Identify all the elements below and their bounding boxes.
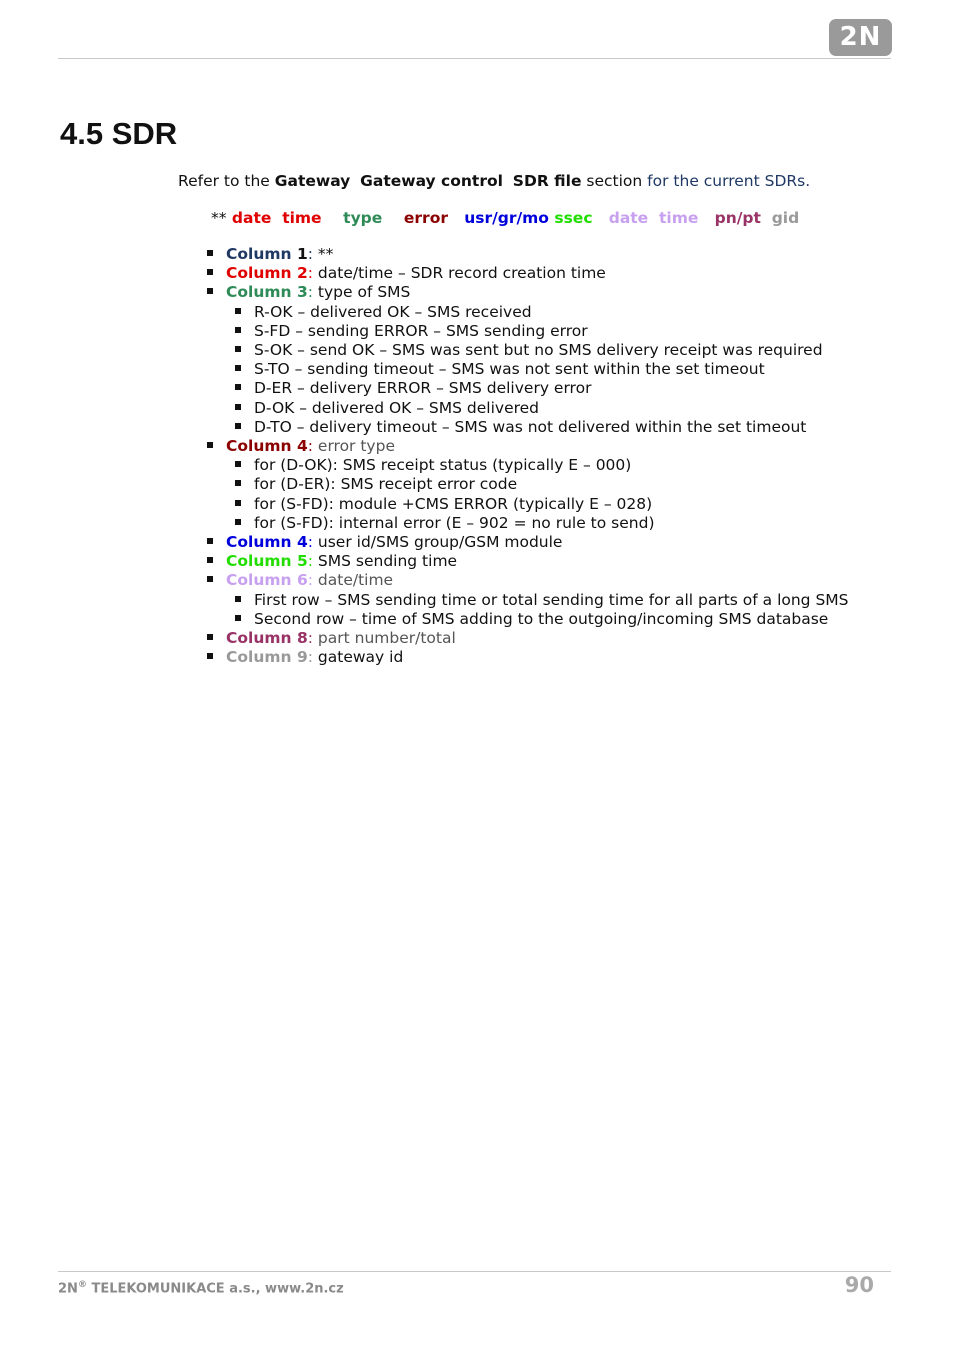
column-description: part number/total: [317, 629, 456, 648]
field-usr-gr-mo: usr/gr/mo: [464, 209, 549, 227]
sub-list-item: D-ER – delivery ERROR – SMS delivery error: [206, 379, 891, 398]
brand-logo: 2N: [829, 19, 892, 56]
column-number: 1: [296, 245, 308, 263]
sub-list-wrapper: [206, 591, 891, 629]
column-description: date/time – SDR record creation time: [317, 264, 606, 283]
sub-list: [206, 303, 891, 437]
footer-company: [58, 1280, 344, 1296]
column-separator: :: [307, 283, 318, 302]
column-description: date/time: [317, 571, 394, 590]
format-stars: **: [211, 209, 227, 227]
column-item: [206, 552, 891, 571]
column-description: type of SMS: [317, 283, 411, 302]
footer-company-prefix: 2N: [58, 1281, 78, 1297]
sub-list-item: for (D-ER): SMS receipt error code: [206, 475, 891, 494]
sub-list-item: for (S-FD): internal error (E – 902 = no rule to send): [206, 514, 891, 533]
column-separator: :: [307, 648, 318, 667]
column-item: [206, 245, 891, 264]
intro-suffix: for the current SDRs.: [647, 172, 811, 190]
field-time-2: time: [659, 209, 699, 227]
column-item: [206, 437, 891, 456]
intro-path-sdr-file: SDR file: [512, 172, 582, 190]
sub-list-item: D-OK – delivered OK – SMS delivered: [206, 399, 891, 418]
column-item: [206, 629, 891, 648]
column-separator: :: [307, 533, 318, 552]
field-ssec: ssec: [554, 209, 593, 227]
field-time: time: [282, 209, 322, 227]
column-description: gateway id: [317, 648, 404, 667]
footer-registered-mark: ®: [77, 1280, 87, 1290]
sdr-field-format: [211, 208, 799, 228]
column-label: Column 9: [226, 648, 308, 667]
column-list: [206, 245, 891, 667]
column-separator: :: [307, 437, 318, 456]
field-gid: gid: [771, 209, 800, 227]
intro-paragraph: [178, 171, 810, 191]
column-label: Column 8: [226, 629, 308, 648]
column-description: user id/SMS group/GSM module: [317, 533, 563, 552]
column-label: Column 3: [226, 283, 308, 302]
sub-list-item: S-FD – sending ERROR – SMS sending error: [206, 322, 891, 341]
header-divider: [58, 58, 891, 59]
intro-middle: section: [581, 172, 648, 190]
page-number: 90: [844, 1273, 874, 1297]
column-separator: :: [307, 629, 318, 648]
column-item: [206, 648, 891, 667]
column-description: **: [317, 245, 334, 263]
column-label: Column 4: [226, 437, 308, 456]
field-error: error: [403, 209, 448, 227]
sub-list-wrapper: [206, 456, 891, 533]
column-item: [206, 571, 891, 590]
intro-path-gateway: Gateway: [274, 172, 351, 190]
intro-path-gateway-control: Gateway control: [360, 172, 503, 190]
field-date-2: date: [608, 209, 649, 227]
column-separator: :: [307, 552, 318, 571]
column-label: Column 6: [226, 571, 308, 590]
column-label: Column 4: [226, 533, 308, 552]
page-title: 4.5 SDR: [60, 116, 178, 151]
column-label: Column 2: [226, 264, 308, 283]
sub-list-item: Second row – time of SMS adding to the outgoing/incoming SMS database: [206, 610, 891, 629]
sub-list-item: First row – SMS sending time or total sending time for all parts of a long SMS: [206, 591, 891, 610]
column-label: Column 5: [226, 552, 308, 571]
footer-divider: [58, 1271, 891, 1272]
field-date: date: [231, 209, 272, 227]
column-item: [206, 533, 891, 552]
sub-list-item: D-TO – delivery timeout – SMS was not delivered within the set timeout: [206, 418, 891, 437]
intro-prefix: Refer to the: [178, 172, 275, 190]
sub-list-item: for (S-FD): module +CMS ERROR (typically E – 028): [206, 495, 891, 514]
sub-list-item: R-OK – delivered OK – SMS received: [206, 303, 891, 322]
column-separator: :: [307, 264, 318, 283]
sub-list-item: S-OK – send OK – SMS was sent but no SMS delivery receipt was required: [206, 341, 891, 360]
column-item: [206, 264, 891, 283]
sub-list: [206, 591, 891, 629]
field-pn-pt: pn/pt: [714, 209, 761, 227]
column-item: [206, 283, 891, 302]
field-type: type: [343, 209, 383, 227]
column-label: Column: [226, 245, 297, 263]
column-description: error type: [317, 437, 395, 456]
column-description: SMS sending time: [317, 552, 458, 571]
column-separator: :: [307, 571, 318, 590]
column-separator: :: [307, 245, 318, 263]
sub-list: [206, 456, 891, 533]
footer-company-suffix: TELEKOMUNIKACE a.s., www.2n.cz: [86, 1281, 344, 1297]
sub-list-item: S-TO – sending timeout – SMS was not sent within the set timeout: [206, 360, 891, 379]
sub-list-wrapper: [206, 303, 891, 437]
sub-list-item: for (D-OK): SMS receipt status (typically E – 000): [206, 456, 891, 475]
